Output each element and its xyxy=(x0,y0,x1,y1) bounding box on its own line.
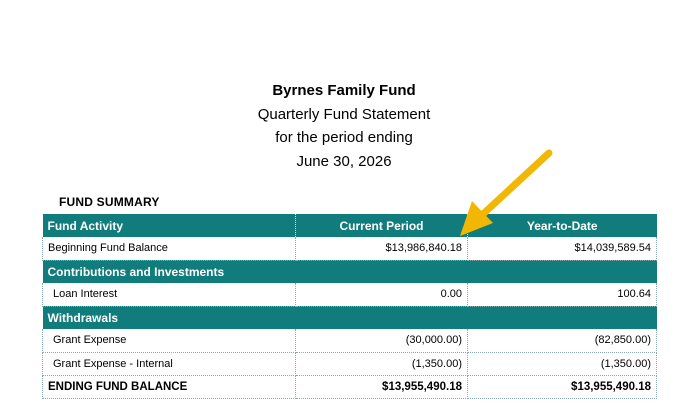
table-row-ending-balance xyxy=(43,375,657,398)
table-row-grant-expense xyxy=(43,329,657,352)
column-header-year-to-date: Year-to-Date xyxy=(468,214,657,237)
current-period-value: $13,986,840.18 xyxy=(296,237,468,260)
year-to-date-value: 100.64 xyxy=(468,283,657,306)
period-end-date: June 30, 2026 xyxy=(296,152,392,170)
current-period-value: $13,955,490.18 xyxy=(296,375,468,398)
column-header-current-period: Current Period xyxy=(296,214,468,237)
section-header-contributions xyxy=(43,260,657,283)
table-row-loan-interest xyxy=(43,283,657,306)
statement-header xyxy=(0,79,688,173)
section-title: Withdrawals xyxy=(43,306,657,329)
current-period-value: (30,000.00) xyxy=(296,329,468,352)
table-header-row xyxy=(43,214,657,237)
fund-summary-label: FUND SUMMARY xyxy=(59,195,160,209)
year-to-date-value: $14,039,589.54 xyxy=(468,237,657,260)
year-to-date-value: (82,850.00) xyxy=(468,329,657,352)
table-row-beginning-balance xyxy=(43,237,657,260)
fund-summary-table xyxy=(42,214,657,399)
row-label: Grant Expense xyxy=(43,329,296,352)
statement-title: Quarterly Fund Statement xyxy=(257,105,431,123)
year-to-date-value: $13,955,490.18 xyxy=(468,375,657,398)
section-title: Contributions and Investments xyxy=(43,260,657,283)
row-label: Loan Interest xyxy=(43,283,296,306)
fund-name: Byrnes Family Fund xyxy=(272,82,416,99)
row-label: Grant Expense - Internal xyxy=(43,352,296,375)
column-header-fund-activity: Fund Activity xyxy=(43,214,296,237)
row-label: ENDING FUND BALANCE xyxy=(43,375,296,398)
section-header-withdrawals xyxy=(43,306,657,329)
period-prefix: for the period ending xyxy=(275,129,413,146)
table-row-grant-expense-internal xyxy=(43,352,657,375)
current-period-value: (1,350.00) xyxy=(296,352,468,375)
year-to-date-value: (1,350.00) xyxy=(468,352,657,375)
current-period-value: 0.00 xyxy=(296,283,468,306)
row-label: Beginning Fund Balance xyxy=(43,237,296,260)
